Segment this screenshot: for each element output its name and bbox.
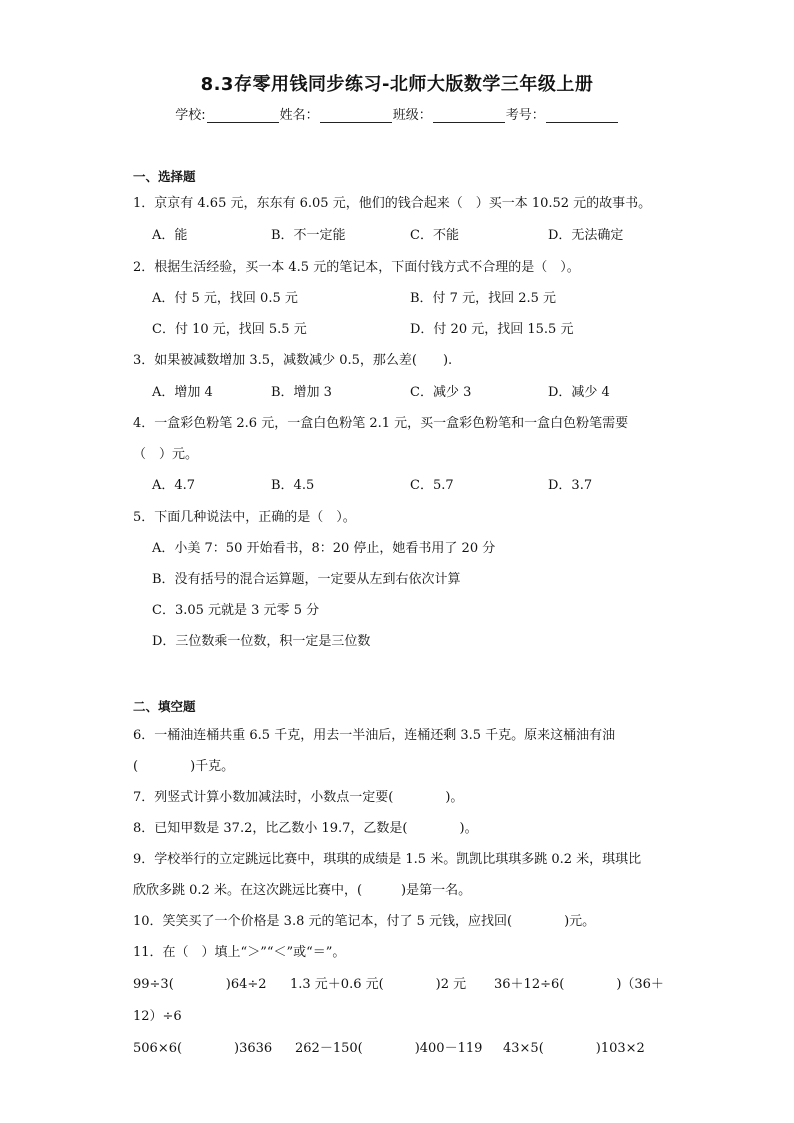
q11-compare-3-cont: 12）÷6 [133, 1009, 182, 1024]
q11-compare-2: 1.3 元＋0.6 元( )2 元 [290, 977, 467, 992]
section-heading-fill: 二、填空题 [133, 699, 196, 714]
class-label: 班级： [392, 108, 432, 123]
question-9: 9．学校举行的立定跳远比赛中，琪琪的成绩是 1.5 米。凯凯比琪琪多跳 0.2 米，琪琪比 [133, 852, 642, 867]
q4-option-b[interactable]: B．4.5 [271, 478, 315, 493]
class-blank[interactable] [433, 110, 505, 123]
q5-option-c[interactable]: C．3.05 元就是 3 元零 5 分 [152, 603, 320, 618]
question-11: 11．在（ ）填上“＞”“＜”或“＝”。 [133, 945, 346, 960]
q4-option-a[interactable]: A．4.7 [152, 478, 196, 493]
q3-option-c[interactable]: C．减少 3 [410, 385, 472, 400]
q11-compare-4: 506×6( )3636 [133, 1041, 273, 1056]
q1-option-b[interactable]: B．不一定能 [271, 228, 346, 243]
question-8: 8．已知甲数是 37.2，比乙数小 19.7，乙数是( )。 [133, 821, 478, 836]
q1-option-c[interactable]: C．不能 [410, 228, 459, 243]
question-4: 4．一盒彩色粉笔 2.6 元，一盒白色粉笔 2.1 元，买一盒彩色粉笔和一盒白色粉笔需要 [133, 416, 629, 431]
q11-compare-5: 262－150( )400－119 [295, 1041, 483, 1056]
q11-compare-6: 43×5( )103×2 [503, 1041, 645, 1056]
name-label: 姓名： [279, 108, 319, 123]
question-5: 5．下面几种说法中，正确的是（ ）。 [133, 510, 356, 525]
question-6-cont: ( )千克。 [133, 759, 235, 774]
page-title: 8.3存零用钱同步练习-北师大版数学三年级上册 [200, 74, 594, 95]
school-blank[interactable] [207, 110, 279, 123]
q3-option-d[interactable]: D．减少 4 [548, 385, 610, 400]
q1-option-a[interactable]: A．能 [152, 228, 188, 243]
question-4-cont: （ ）元。 [133, 447, 199, 462]
section-heading-choice: 一、选择题 [133, 169, 196, 184]
question-7: 7．列竖式计算小数加减法时，小数点一定要( )。 [133, 790, 464, 805]
question-9-cont: 欣欣多跳 0.2 米。在这次跳远比赛中，( )是第一名。 [133, 883, 472, 898]
q4-option-d[interactable]: D．3.7 [548, 478, 593, 493]
question-2: 2．根据生活经验，买一本 4.5 元的笔记本，下面付钱方式不合理的是（ ）。 [133, 260, 580, 275]
school-label: 学校: [175, 108, 206, 123]
q3-option-b[interactable]: B．增加 3 [271, 385, 332, 400]
id-blank[interactable] [546, 110, 618, 123]
question-10: 10．笑笑买了一个价格是 3.8 元的笔记本，付了 5 元钱，应找回( )元。 [133, 914, 596, 929]
id-label: 考号： [505, 108, 545, 123]
question-3: 3．如果被减数增加 3.5，减数减少 0.5，那么差( ). [133, 353, 453, 368]
q5-option-b[interactable]: B．没有括号的混合运算题，一定要从左到右依次计算 [152, 572, 461, 587]
student-info-line [0, 104, 794, 123]
q2-option-c[interactable]: C．付 10 元，找回 5.5 元 [152, 322, 307, 337]
q1-option-d[interactable]: D．无法确定 [548, 228, 624, 243]
name-blank[interactable] [320, 110, 392, 123]
q5-option-d[interactable]: D．三位数乘一位数，积一定是三位数 [152, 634, 371, 649]
question-6: 6．一桶油连桶共重 6.5 千克，用去一半油后，连桶还剩 3.5 千克。原来这桶油有油 [133, 728, 616, 743]
q2-option-a[interactable]: A．付 5 元，找回 0.5 元 [152, 291, 298, 306]
q5-option-a[interactable]: A．小美 7：50 开始看书，8：20 停止，她看书用了 20 分 [152, 541, 496, 556]
q3-option-a[interactable]: A．增加 4 [152, 385, 213, 400]
q11-compare-3: 36＋12÷6( )（36＋ [494, 977, 664, 992]
q11-compare-1: 99÷3( )64÷2 [133, 977, 267, 992]
question-1: 1．京京有 4.65 元，东东有 6.05 元，他们的钱合起来（ ）买一本 10.52 元的故事书。 [133, 196, 652, 211]
q2-option-b[interactable]: B．付 7 元，找回 2.5 元 [410, 291, 557, 306]
q4-option-c[interactable]: C．5.7 [410, 478, 454, 493]
q2-option-d[interactable]: D．付 20 元，找回 15.5 元 [410, 322, 574, 337]
